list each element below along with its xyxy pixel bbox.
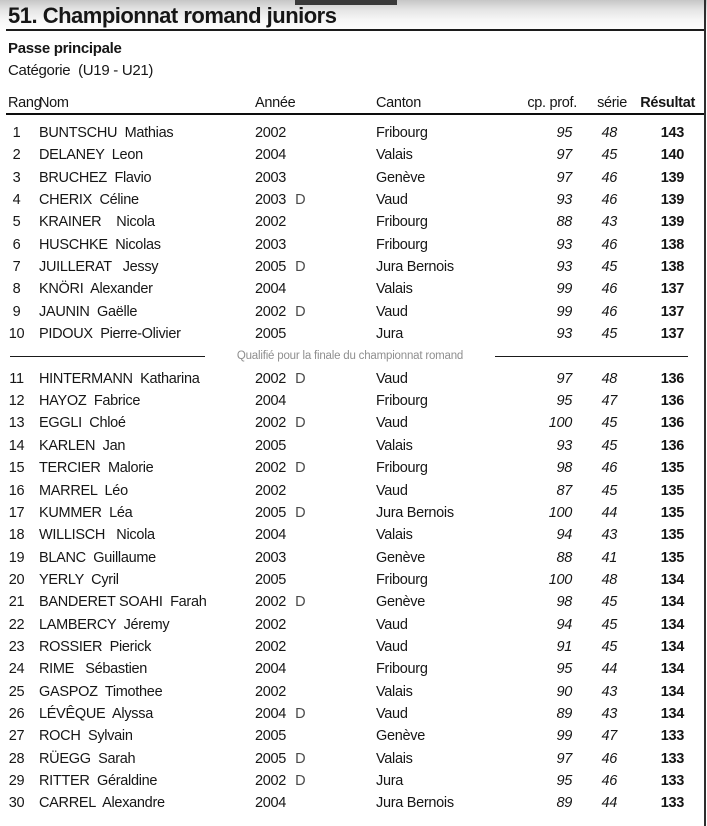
result-cell: 134 xyxy=(660,594,684,611)
canton-cell: Valais xyxy=(376,281,413,298)
serie-cell: 46 xyxy=(601,303,617,320)
title-rule xyxy=(6,29,704,31)
cp-prof-cell: 94 xyxy=(556,616,572,633)
result-cell: 136 xyxy=(660,393,684,410)
result-cell: 134 xyxy=(660,571,684,588)
serie-cell: 44 xyxy=(601,795,617,812)
name-cell: RIME Sébastien xyxy=(39,661,148,678)
name-cell: BRUCHEZ Flavio xyxy=(39,169,152,186)
year-value: 2002 xyxy=(255,370,287,387)
rank-cell: 14 xyxy=(8,437,25,454)
year-cell xyxy=(255,368,365,390)
result-cell: 134 xyxy=(660,661,684,678)
rank-cell: 4 xyxy=(12,192,21,209)
cp-prof-cell: 97 xyxy=(556,147,572,164)
result-cell: 133 xyxy=(660,795,684,812)
cp-prof-cell: 88 xyxy=(556,549,572,566)
name-cell: BUNTSCHU Mathias xyxy=(39,125,174,141)
serie-cell: 45 xyxy=(601,482,617,499)
col-header-annee: Année xyxy=(255,95,296,111)
cp-prof-cell: 99 xyxy=(556,303,572,320)
name-cell: TERCIER Malorie xyxy=(39,460,154,477)
serie-cell: 45 xyxy=(601,594,617,611)
cp-prof-cell: 95 xyxy=(556,772,572,789)
canton-cell: Vaud xyxy=(376,415,408,432)
canton-cell: Vaud xyxy=(376,370,408,387)
canton-cell: Vaud xyxy=(376,192,408,209)
result-cell: 143 xyxy=(660,125,684,141)
table-row xyxy=(0,591,707,613)
result-cell: 135 xyxy=(660,549,684,566)
canton-cell: Vaud xyxy=(376,705,408,722)
rank-cell: 2 xyxy=(12,147,21,164)
result-cell: 140 xyxy=(660,147,684,164)
rank-cell: 17 xyxy=(8,504,25,521)
year-cell xyxy=(255,524,365,546)
name-cell: PIDOUX Pierre-Olivier xyxy=(39,326,181,343)
year-value: 2002 xyxy=(255,482,287,499)
name-cell: JUILLERAT Jessy xyxy=(39,259,159,276)
year-cell xyxy=(255,323,365,345)
cp-prof-cell: 100 xyxy=(548,571,572,588)
rank-cell: 19 xyxy=(8,549,25,566)
name-cell: WILLISCH Nicola xyxy=(39,527,155,544)
canton-cell: Genève xyxy=(376,594,425,611)
serie-cell: 41 xyxy=(601,549,617,566)
result-cell: 135 xyxy=(660,460,684,477)
table-row xyxy=(0,725,707,747)
result-cell: 133 xyxy=(660,750,684,767)
canton-cell: Vaud xyxy=(376,482,408,499)
serie-cell: 43 xyxy=(601,705,617,722)
result-cell: 139 xyxy=(660,214,684,231)
rank-cell: 10 xyxy=(8,326,25,343)
serie-cell: 45 xyxy=(601,415,617,432)
table-row xyxy=(0,435,707,457)
canton-cell: Valais xyxy=(376,437,413,454)
year-cell xyxy=(255,189,365,211)
year-value: 2005 xyxy=(255,571,287,588)
name-cell: RÜEGG Sarah xyxy=(39,750,136,767)
serie-cell: 46 xyxy=(601,236,617,253)
year-cell xyxy=(255,681,365,703)
year-value: 2004 xyxy=(255,281,287,298)
result-cell: 135 xyxy=(660,527,684,544)
table-row xyxy=(0,323,707,345)
canton-cell: Jura xyxy=(376,326,404,343)
result-cell: 136 xyxy=(660,415,684,432)
year-value: 2002 xyxy=(255,594,287,611)
rank-cell: 18 xyxy=(8,527,25,544)
col-header-nom: Nom xyxy=(39,95,69,111)
year-cell xyxy=(255,547,365,569)
col-header-resultat: Résultat xyxy=(640,95,695,111)
header-rule xyxy=(6,113,704,115)
result-cell: 137 xyxy=(660,281,684,298)
rank-cell: 28 xyxy=(8,750,25,767)
result-cell: 134 xyxy=(660,638,684,655)
result-cell: 133 xyxy=(660,772,684,789)
table-row xyxy=(0,792,707,814)
rank-cell: 16 xyxy=(8,482,25,499)
year-value: 2003 xyxy=(255,236,287,253)
d-flag: D xyxy=(295,705,306,722)
cp-prof-cell: 97 xyxy=(556,370,572,387)
year-cell xyxy=(255,301,365,323)
qualification-divider xyxy=(0,345,707,367)
year-cell xyxy=(255,770,365,792)
rank-cell: 11 xyxy=(9,370,24,387)
result-cell: 137 xyxy=(660,303,684,320)
category-line: Catégorie (U19 - U21) xyxy=(8,62,154,79)
d-flag: D xyxy=(295,750,306,767)
year-cell xyxy=(255,457,365,479)
rank-cell: 23 xyxy=(8,638,25,655)
cp-prof-cell: 94 xyxy=(556,527,572,544)
year-cell xyxy=(255,122,365,144)
result-cell: 136 xyxy=(660,370,684,387)
name-cell: KRAINER Nicola xyxy=(39,214,155,231)
serie-cell: 46 xyxy=(601,772,617,789)
rank-cell: 6 xyxy=(12,236,21,253)
table-row xyxy=(0,122,707,144)
canton-cell: Fribourg xyxy=(376,571,428,588)
result-cell: 136 xyxy=(660,437,684,454)
year-value: 2005 xyxy=(255,326,287,343)
rank-cell: 25 xyxy=(8,683,25,700)
canton-cell: Jura Bernois xyxy=(376,259,454,276)
year-value: 2002 xyxy=(255,616,287,633)
canton-cell: Fribourg xyxy=(376,236,428,253)
year-value: 2002 xyxy=(255,683,287,700)
serie-cell: 47 xyxy=(601,728,617,745)
rank-cell: 27 xyxy=(8,728,25,745)
year-value: 2002 xyxy=(255,415,287,432)
year-value: 2005 xyxy=(255,728,287,745)
name-cell: HINTERMANN Katharina xyxy=(39,370,200,387)
year-value: 2002 xyxy=(255,303,287,320)
cp-prof-cell: 91 xyxy=(556,638,572,655)
rank-cell: 7 xyxy=(12,259,21,276)
cp-prof-cell: 93 xyxy=(556,192,572,209)
name-cell: RITTER Géraldine xyxy=(39,772,158,789)
serie-cell: 48 xyxy=(601,571,617,588)
canton-cell: Vaud xyxy=(376,303,408,320)
cp-prof-cell: 100 xyxy=(548,415,572,432)
year-value: 2002 xyxy=(255,214,287,231)
name-cell: DELANEY Leon xyxy=(39,147,143,164)
cp-prof-cell: 93 xyxy=(556,326,572,343)
year-value: 2005 xyxy=(255,750,287,767)
year-value: 2005 xyxy=(255,259,287,276)
cp-prof-cell: 89 xyxy=(556,795,572,812)
year-cell xyxy=(255,167,365,189)
table-row xyxy=(0,301,707,323)
table-row xyxy=(0,234,707,256)
table-body xyxy=(0,122,707,815)
rank-cell: 1 xyxy=(12,125,21,141)
year-value: 2005 xyxy=(255,437,287,454)
rank-cell: 30 xyxy=(8,795,25,812)
d-flag: D xyxy=(295,303,306,320)
cp-prof-cell: 93 xyxy=(556,236,572,253)
cp-prof-cell: 98 xyxy=(556,460,572,477)
canton-cell: Jura xyxy=(376,772,404,789)
year-cell xyxy=(255,256,365,278)
year-value: 2004 xyxy=(255,661,287,678)
year-cell xyxy=(255,569,365,591)
divider-line-right xyxy=(495,356,688,357)
serie-cell: 45 xyxy=(601,437,617,454)
canton-cell: Genève xyxy=(376,549,425,566)
name-cell: HUSCHKE Nicolas xyxy=(39,236,161,253)
table-row xyxy=(0,614,707,636)
year-cell xyxy=(255,792,365,814)
serie-cell: 48 xyxy=(601,370,617,387)
year-value: 2004 xyxy=(255,393,287,410)
rank-cell: 5 xyxy=(12,214,21,231)
table-row xyxy=(0,144,707,166)
table-row xyxy=(0,412,707,434)
cp-prof-cell: 93 xyxy=(556,259,572,276)
serie-cell: 44 xyxy=(601,661,617,678)
year-cell xyxy=(255,211,365,233)
name-cell: KUMMER Léa xyxy=(39,504,133,521)
canton-cell: Jura Bernois xyxy=(376,795,454,812)
year-cell xyxy=(255,725,365,747)
cp-prof-cell: 93 xyxy=(556,437,572,454)
table-row xyxy=(0,547,707,569)
cp-prof-cell: 90 xyxy=(556,683,572,700)
name-cell: ROCH Sylvain xyxy=(39,728,133,745)
name-cell: HAYOZ Fabrice xyxy=(39,393,141,410)
canton-cell: Vaud xyxy=(376,616,408,633)
canton-cell: Genève xyxy=(376,169,425,186)
table-row xyxy=(0,167,707,189)
name-cell: CARREL Alexandre xyxy=(39,795,165,812)
col-header-canton: Canton xyxy=(376,95,421,111)
year-cell xyxy=(255,748,365,770)
name-cell: KARLEN Jan xyxy=(39,437,126,454)
canton-cell: Valais xyxy=(376,527,413,544)
year-value: 2003 xyxy=(255,549,287,566)
divider-line-left xyxy=(10,356,205,357)
year-value: 2002 xyxy=(255,125,287,141)
serie-cell: 45 xyxy=(601,259,617,276)
d-flag: D xyxy=(295,415,306,432)
serie-cell: 47 xyxy=(601,393,617,410)
canton-cell: Valais xyxy=(376,683,413,700)
year-cell xyxy=(255,658,365,680)
name-cell: CHERIX Céline xyxy=(39,192,139,209)
name-cell: ROSSIER Pierick xyxy=(39,638,152,655)
result-cell: 135 xyxy=(660,504,684,521)
cp-prof-cell: 95 xyxy=(556,661,572,678)
serie-cell: 43 xyxy=(601,527,617,544)
table-row xyxy=(0,748,707,770)
result-cell: 134 xyxy=(660,616,684,633)
canton-cell: Vaud xyxy=(376,638,408,655)
serie-cell: 45 xyxy=(601,638,617,655)
rank-cell: 20 xyxy=(8,571,25,588)
result-cell: 135 xyxy=(660,482,684,499)
name-cell: EGGLI Chloé xyxy=(39,415,126,432)
d-flag: D xyxy=(295,192,306,209)
serie-cell: 46 xyxy=(601,169,617,186)
serie-cell: 46 xyxy=(601,750,617,767)
table-row xyxy=(0,502,707,524)
year-value: 2002 xyxy=(255,460,287,477)
year-cell xyxy=(255,502,365,524)
result-cell: 138 xyxy=(660,236,684,253)
year-value: 2004 xyxy=(255,147,287,164)
table-row xyxy=(0,368,707,390)
result-cell: 139 xyxy=(660,169,684,186)
year-cell xyxy=(255,703,365,725)
year-cell xyxy=(255,591,365,613)
d-flag: D xyxy=(295,460,306,477)
year-value: 2002 xyxy=(255,638,287,655)
result-cell: 133 xyxy=(660,728,684,745)
col-header-cp-prof: cp. prof. xyxy=(527,95,577,111)
result-cell: 134 xyxy=(660,683,684,700)
canton-cell: Jura Bernois xyxy=(376,504,454,521)
table-row xyxy=(0,636,707,658)
result-cell: 134 xyxy=(660,705,684,722)
cp-prof-cell: 97 xyxy=(556,750,572,767)
name-cell: GASPOZ Timothee xyxy=(39,683,163,700)
year-value: 2003 xyxy=(255,192,287,209)
d-flag: D xyxy=(295,259,306,276)
year-cell xyxy=(255,636,365,658)
canton-cell: Fribourg xyxy=(376,393,428,410)
page-title: 51. Championnat romand juniors xyxy=(8,3,337,28)
d-flag: D xyxy=(295,370,306,387)
year-cell xyxy=(255,614,365,636)
cp-prof-cell: 95 xyxy=(556,125,572,141)
col-header-serie: série xyxy=(597,95,627,111)
table-row xyxy=(0,480,707,502)
rank-cell: 22 xyxy=(8,616,25,633)
table-row xyxy=(0,211,707,233)
cp-prof-cell: 99 xyxy=(556,281,572,298)
year-value: 2004 xyxy=(255,527,287,544)
name-cell: JAUNIN Gaëlle xyxy=(39,303,138,320)
serie-cell: 45 xyxy=(601,326,617,343)
table-row xyxy=(0,703,707,725)
pass-subtitle: Passe principale xyxy=(8,40,122,57)
year-value: 2003 xyxy=(255,169,287,186)
name-cell: MARREL Léo xyxy=(39,482,128,499)
rank-cell: 9 xyxy=(12,303,21,320)
d-flag: D xyxy=(295,594,306,611)
canton-cell: Fribourg xyxy=(376,125,428,141)
rank-cell: 21 xyxy=(8,594,25,611)
rank-cell: 8 xyxy=(12,281,21,298)
year-cell xyxy=(255,412,365,434)
canton-cell: Valais xyxy=(376,147,413,164)
cp-prof-cell: 99 xyxy=(556,728,572,745)
cp-prof-cell: 95 xyxy=(556,393,572,410)
rank-cell: 26 xyxy=(8,705,25,722)
d-flag: D xyxy=(295,504,306,521)
table-row xyxy=(0,524,707,546)
name-cell: LAMBERCY Jéremy xyxy=(39,616,170,633)
serie-cell: 45 xyxy=(601,616,617,633)
canton-cell: Valais xyxy=(376,750,413,767)
cp-prof-cell: 89 xyxy=(556,705,572,722)
rank-cell: 24 xyxy=(8,661,25,678)
year-cell xyxy=(255,144,365,166)
table-row xyxy=(0,390,707,412)
table-row xyxy=(0,658,707,680)
name-cell: LÉVÊQUE Alyssa xyxy=(39,705,153,722)
cp-prof-cell: 87 xyxy=(556,482,572,499)
canton-cell: Fribourg xyxy=(376,460,428,477)
year-cell xyxy=(255,390,365,412)
result-cell: 139 xyxy=(660,192,684,209)
table-row xyxy=(0,569,707,591)
serie-cell: 43 xyxy=(601,214,617,231)
cp-prof-cell: 98 xyxy=(556,594,572,611)
rank-cell: 15 xyxy=(8,460,25,477)
canton-cell: Fribourg xyxy=(376,661,428,678)
cp-prof-cell: 97 xyxy=(556,169,572,186)
d-flag: D xyxy=(295,772,306,789)
serie-cell: 43 xyxy=(601,683,617,700)
name-cell: YERLY Cyril xyxy=(39,571,119,588)
table-row xyxy=(0,457,707,479)
rank-cell: 29 xyxy=(8,772,25,789)
table-row xyxy=(0,189,707,211)
table-row xyxy=(0,256,707,278)
rank-cell: 3 xyxy=(12,169,21,186)
year-cell xyxy=(255,278,365,300)
table-row xyxy=(0,681,707,703)
col-header-rang: Rang xyxy=(8,95,42,111)
year-value: 2004 xyxy=(255,705,287,722)
name-cell: KNÖRI Alexander xyxy=(39,281,153,298)
serie-cell: 46 xyxy=(601,192,617,209)
canton-cell: Fribourg xyxy=(376,214,428,231)
canton-cell: Genève xyxy=(376,728,425,745)
qualification-note: Qualifié pour la finale du championnat romand xyxy=(236,350,464,363)
name-cell: BANDERET SOAHI Farah xyxy=(39,594,207,611)
result-cell: 138 xyxy=(660,259,684,276)
serie-cell: 45 xyxy=(601,147,617,164)
serie-cell: 46 xyxy=(601,281,617,298)
cp-prof-cell: 100 xyxy=(548,504,572,521)
table-row xyxy=(0,770,707,792)
name-cell: BLANC Guillaume xyxy=(39,549,156,566)
serie-cell: 46 xyxy=(601,460,617,477)
year-value: 2002 xyxy=(255,772,287,789)
rank-cell: 13 xyxy=(8,415,25,432)
year-cell xyxy=(255,480,365,502)
table-row xyxy=(0,278,707,300)
serie-cell: 48 xyxy=(601,125,617,141)
year-value: 2005 xyxy=(255,504,287,521)
result-cell: 137 xyxy=(660,326,684,343)
rank-cell: 12 xyxy=(8,393,25,410)
year-cell xyxy=(255,234,365,256)
serie-cell: 44 xyxy=(601,504,617,521)
table-header-row xyxy=(0,95,707,113)
year-cell xyxy=(255,435,365,457)
year-value: 2004 xyxy=(255,795,287,812)
cp-prof-cell: 88 xyxy=(556,214,572,231)
